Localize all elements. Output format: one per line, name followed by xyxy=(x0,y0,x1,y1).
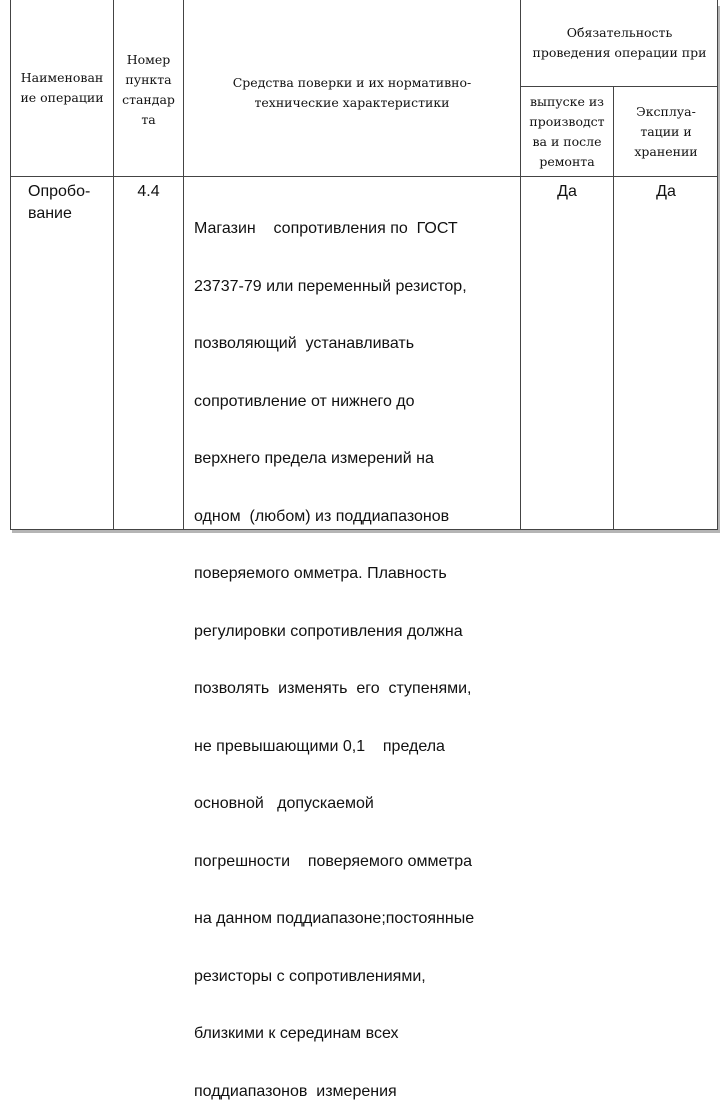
header-operation-name-line: ие операции xyxy=(20,90,104,105)
header-operation-storage-line: хранении xyxy=(634,143,698,159)
header-mandatory-line: проведения операции при xyxy=(532,45,707,60)
row-verification-means xyxy=(194,182,518,1120)
header-standard-clause-line: пункта xyxy=(125,72,172,87)
row-verification-means-line: погрешности поверяемого омметра xyxy=(194,852,472,870)
header-standard-clause xyxy=(114,38,183,142)
row-operation-name xyxy=(28,181,112,225)
header-release-repair-line: ремонта xyxy=(539,153,595,169)
row-standard-clause xyxy=(114,181,183,203)
header-operation-storage-line: Эксплуа- xyxy=(636,103,696,119)
row-release-repair-value: Да xyxy=(557,183,577,200)
header-standard-clause-line: та xyxy=(141,112,156,127)
row-verification-means-line: регулировки сопротивления должна xyxy=(194,622,463,640)
header-verification-means xyxy=(184,68,520,118)
row-verification-means-line: Магазин сопротивления по ГОСТ xyxy=(194,220,458,237)
row-operation-storage-value: Да xyxy=(656,183,676,200)
header-verification-means-line: Средства поверки и их нормативно- xyxy=(232,75,472,90)
row-verification-means-line: поддиапазонов измерения xyxy=(194,1082,397,1100)
grid-line-header-bottom xyxy=(10,176,718,177)
header-release-repair-line: выпуске из xyxy=(529,93,604,109)
row-verification-means-line: на данном поддиапазоне;постоянные xyxy=(194,910,475,927)
header-mandatory xyxy=(521,20,718,66)
header-release-repair xyxy=(521,87,613,176)
row-verification-means-line: близкими к серединам всех xyxy=(194,1025,399,1042)
header-operation-storage-line: тации и xyxy=(640,123,692,139)
row-verification-means-line: основной допускаемой xyxy=(194,795,374,812)
header-operation-name-line: Наименован xyxy=(20,70,104,85)
row-operation-name-line: Опробо- xyxy=(28,183,91,200)
header-operation-storage xyxy=(614,87,718,176)
row-release-repair xyxy=(521,181,613,203)
row-standard-clause-value: 4.4 xyxy=(137,183,160,200)
row-verification-means-line: 23737-79 или переменный резистор, xyxy=(194,277,467,295)
row-verification-means-line: сопротивление от нижнего до xyxy=(194,392,415,410)
header-release-repair-line: производст xyxy=(529,113,605,129)
grid-line-col-3 xyxy=(520,0,521,530)
row-verification-means-line: верхнего предела измерений на xyxy=(194,450,434,467)
row-operation-storage xyxy=(614,181,718,203)
header-verification-means-line: технические характеристики xyxy=(254,95,450,110)
row-verification-means-line: поверяемого омметра. Плавность xyxy=(194,565,447,582)
row-verification-means-line: не превышающими 0,1 предела xyxy=(194,737,445,755)
row-verification-means-line: одном (любом) из поддиапазонов xyxy=(194,507,450,525)
header-standard-clause-line: Номер xyxy=(126,52,171,67)
header-release-repair-line: ва и после xyxy=(532,133,602,149)
header-standard-clause-line: стандар xyxy=(122,92,175,107)
row-verification-means-line: позволяющий устанавливать xyxy=(194,335,415,352)
header-mandatory-line: Обязательность xyxy=(566,25,673,40)
row-verification-means-line: позволять изменять его ступенями, xyxy=(194,680,472,697)
header-operation-name xyxy=(11,0,113,176)
row-verification-means-line: резисторы с сопротивлениями, xyxy=(194,967,426,985)
row-operation-name-line: вание xyxy=(28,205,72,222)
